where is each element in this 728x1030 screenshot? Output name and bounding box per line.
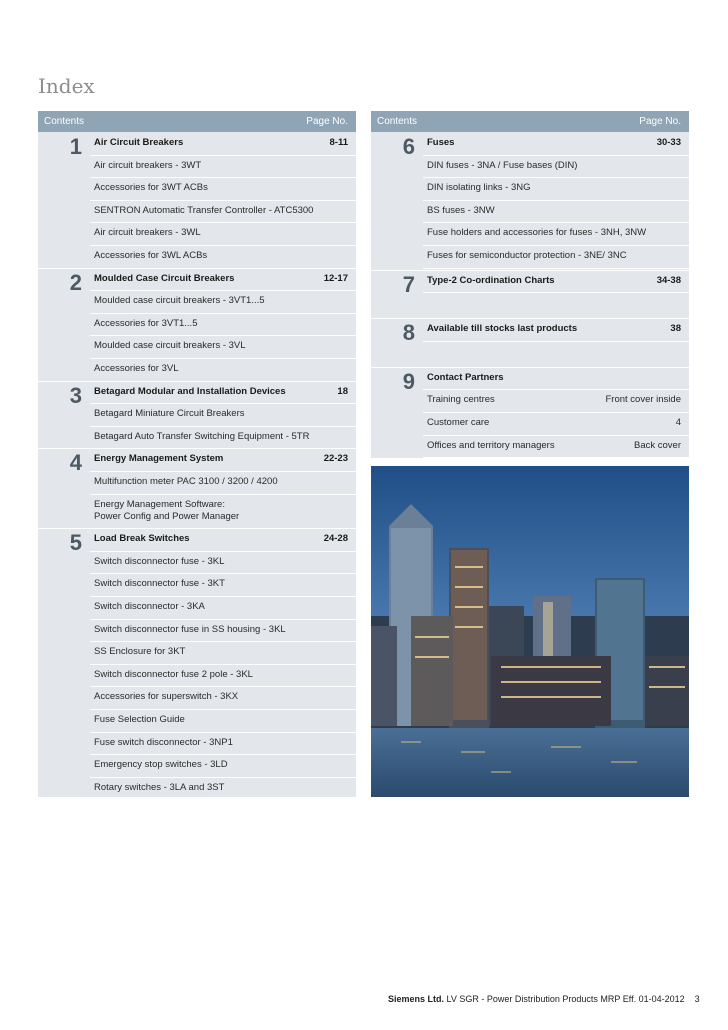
contents-item-row[interactable]	[90, 573, 356, 597]
section-title: Moulded Case Circuit Breakers	[94, 272, 235, 284]
contents-item-label: Accessories for 3VT1...5	[94, 317, 198, 329]
section-title-row[interactable]	[423, 318, 689, 342]
section-number: 9	[402, 368, 415, 394]
contents-item-row[interactable]	[423, 435, 689, 459]
contents-item-row[interactable]	[90, 403, 356, 427]
contents-item-label: BS fuses - 3NW	[427, 204, 495, 216]
contents-item-label: Switch disconnector fuse in SS housing - 3KL	[94, 623, 286, 635]
contents-item-row[interactable]	[423, 245, 689, 269]
contents-item-row[interactable]	[90, 494, 356, 530]
section-title-row[interactable]	[423, 132, 689, 156]
contents-item-row[interactable]	[90, 641, 356, 665]
contents-item-label: Fuse switch disconnector - 3NP1	[94, 736, 233, 748]
contents-item-row[interactable]	[90, 358, 356, 382]
section-page-range: 18	[337, 385, 348, 397]
contents-label: Contents	[44, 116, 85, 127]
section-number: 4	[69, 450, 82, 476]
contents-item-row[interactable]	[90, 732, 356, 756]
section-page-range: 22-23	[323, 453, 348, 465]
section-title-row[interactable]	[90, 528, 356, 552]
contents-item-row[interactable]	[90, 290, 356, 314]
contents-item-label: Customer care	[427, 417, 490, 428]
contents-item-label: Rotary switches - 3LA and 3ST	[94, 781, 225, 793]
contents-item-label: Fuse holders and accessories for fuses - 3NH, 3NW	[427, 227, 647, 239]
footer-page-number: 3	[694, 994, 700, 1004]
contents-item-row[interactable]	[423, 412, 689, 436]
contents-item-label: Energy Management Software: Power Config and Power Manager	[94, 498, 240, 522]
contents-item-row[interactable]	[90, 177, 356, 201]
page-no-label: Page No.	[639, 116, 681, 127]
contents-item-label: DIN isolating links - 3NG	[427, 182, 531, 194]
contents-item-label: Switch disconnector fuse 2 pole - 3KL	[94, 668, 253, 680]
section-page-range: 34-38	[656, 274, 681, 286]
section-title: Available till stocks last products	[427, 323, 578, 335]
contents-item-label: Betagard Miniature Circuit Breakers	[94, 408, 245, 420]
contents-item-row[interactable]	[90, 426, 356, 450]
contents-item-label: Air circuit breakers - 3WT	[94, 159, 202, 171]
contents-item-row[interactable]	[90, 551, 356, 575]
contents-item-label: Accessories for superswitch - 3KX	[94, 691, 239, 703]
contents-item-row[interactable]	[90, 155, 356, 179]
section-title: Energy Management System	[94, 453, 224, 465]
contents-item-row[interactable]	[90, 471, 356, 495]
contents-item-row[interactable]	[90, 686, 356, 710]
contents-item-label: Emergency stop switches - 3LD	[94, 759, 228, 771]
section-title: Load Break Switches	[94, 533, 190, 545]
section-title: Betagard Modular and Installation Devices	[94, 385, 286, 397]
section-number: 2	[69, 269, 82, 295]
contents-item-row[interactable]	[423, 222, 689, 246]
contents-item-label: Moulded case circuit breakers - 3VL	[94, 340, 246, 352]
contents-item-label: Offices and territory managers	[427, 439, 555, 451]
contents-item-label: Air circuit breakers - 3WL	[94, 227, 201, 239]
section-title: Type-2 Co-ordination Charts	[427, 274, 555, 286]
contents-item-label: Moulded case circuit breakers - 3VT1...5	[94, 295, 265, 307]
contents-item-label: Fuses for semiconductor protection - 3NE/ 3NC	[427, 250, 627, 261]
section-page-range: 38	[670, 323, 681, 335]
contents-item-label: Switch disconnector - 3KA	[94, 601, 205, 612]
contents-item-row[interactable]	[90, 777, 356, 801]
contents-item-label: Switch disconnector fuse - 3KT	[94, 578, 225, 590]
section-title: Fuses	[427, 137, 455, 148]
section-title-row[interactable]	[423, 270, 689, 294]
contents-label: Contents	[377, 116, 418, 127]
contents-item-row[interactable]	[90, 222, 356, 246]
footer-company: Siemens Ltd.	[388, 994, 445, 1004]
contents-item-row[interactable]	[90, 754, 356, 778]
section-number: 6	[402, 134, 415, 159]
contents-item-row[interactable]	[423, 177, 689, 201]
contents-item-label: Fuse Selection Guide	[94, 714, 185, 725]
section-title: Contact Partners	[427, 371, 504, 383]
cityscape-image	[371, 466, 689, 797]
section-page-range: 8-11	[329, 137, 348, 148]
contents-item-row[interactable]	[90, 619, 356, 643]
contents-item-label: Accessories for 3WL ACBs	[94, 250, 208, 261]
contents-item-row[interactable]	[423, 155, 689, 179]
contents-item-label: Accessories for 3VL	[94, 363, 179, 374]
section-number: 1	[69, 134, 82, 159]
page-no-label: Page No.	[306, 116, 348, 127]
contents-item-row[interactable]	[423, 200, 689, 224]
section-title-row[interactable]	[90, 448, 356, 472]
contents-item-page: Front cover inside	[605, 394, 681, 406]
section-number: 5	[69, 530, 82, 556]
contents-item-row[interactable]	[90, 313, 356, 337]
left-contents-column	[38, 111, 356, 797]
contents-item-label: Switch disconnector fuse - 3KL	[94, 555, 225, 567]
right-contents-column	[371, 111, 689, 458]
contents-item-label: Multifunction meter PAC 3100 / 3200 / 4200	[94, 476, 278, 487]
section-title: Air Circuit Breakers	[94, 137, 184, 148]
cityscape-photo	[371, 466, 689, 797]
page-title: Index	[38, 74, 95, 98]
contents-item-label: DIN fuses - 3NA / Fuse bases (DIN)	[427, 159, 578, 171]
section-number: 3	[69, 382, 82, 408]
contents-item-row[interactable]	[423, 389, 689, 413]
section-page-range: 12-17	[323, 272, 348, 284]
section-title-row[interactable]	[90, 268, 356, 292]
contents-item-label: SS Enclosure for 3KT	[94, 646, 186, 658]
right-column-header	[371, 111, 689, 132]
contents-item-row[interactable]	[90, 335, 356, 359]
contents-item-page: 4	[675, 417, 681, 428]
contents-item-label: Betagard Auto Transfer Switching Equipment - 5TR	[94, 430, 310, 442]
contents-item-label: Accessories for 3WT ACBs	[94, 182, 208, 194]
section-title-row[interactable]	[423, 367, 689, 391]
section-title-row[interactable]	[90, 381, 356, 405]
left-column-header	[38, 111, 356, 132]
section-page-range: 30-33	[656, 137, 681, 148]
page-footer	[388, 994, 700, 1004]
contents-item-row[interactable]	[90, 596, 356, 620]
contents-item-label: SENTRON Automatic Transfer Controller - ATC5300	[94, 204, 314, 216]
contents-item-page: Back cover	[634, 439, 681, 451]
section-page-range: 24-28	[323, 533, 348, 545]
section-number: 7	[402, 271, 415, 297]
contents-item-row[interactable]	[90, 200, 356, 224]
contents-item-row[interactable]	[90, 245, 356, 269]
contents-item-row[interactable]	[90, 709, 356, 733]
section-number: 8	[402, 320, 415, 346]
contents-item-label: Training centres	[427, 394, 495, 406]
section-title-row[interactable]	[90, 132, 356, 156]
footer-text: LV SGR - Power Distribution Products MRP Eff. 01-04-2012	[446, 994, 685, 1004]
contents-item-row[interactable]	[90, 664, 356, 688]
